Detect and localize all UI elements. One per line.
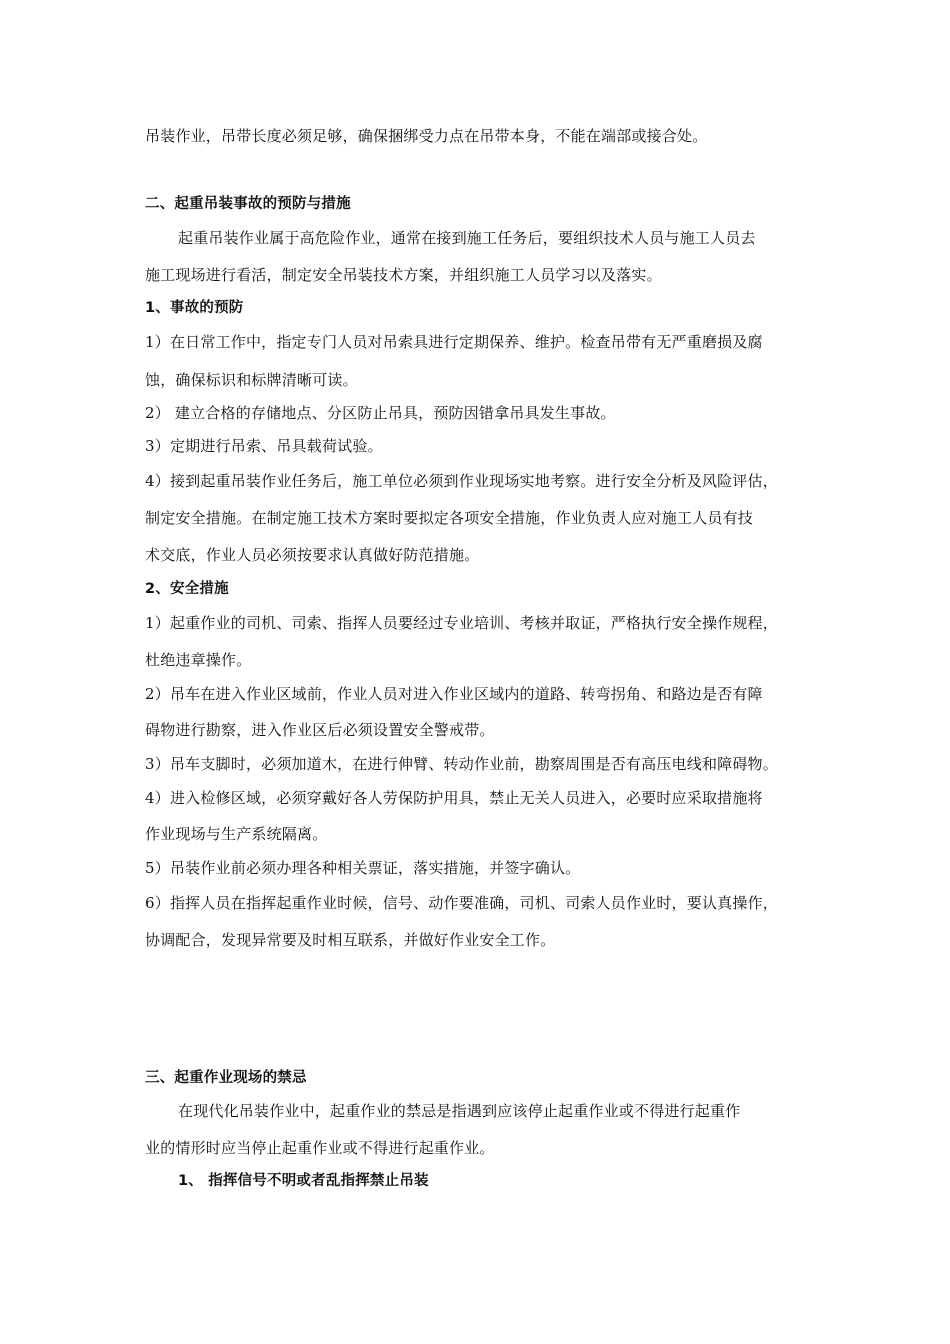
prevention-line: 2） 建立合格的存储地点、分区防止吊具，预防因错拿吊具发生事故。 — [145, 404, 616, 422]
safety-measures-line: 2）吊车在进入作业区域前，作业人员对进入作业区域内的道路、转弯拐角、和路边是否有障 — [145, 685, 763, 703]
safety-measures-line: 协调配合，发现异常要及时相互联系，并做好作业安全工作。 — [145, 931, 556, 949]
section3-sub1-heading: 1、 指挥信号不明或者乱指挥禁止吊装 — [178, 1173, 429, 1189]
safety-measures-line: 5）吊装作业前必须办理各种相关票证，落实措施，并签字确认。 — [145, 859, 581, 877]
prevention-line: 制定安全措施。在制定施工技术方案时要拟定各项安全措施，作业负责人应对施工人员有技 — [145, 509, 754, 527]
safety-measures-line: 4）进入检修区域，必须穿戴好各人劳保防护用具，禁止无关人员进入，必要时应采取措施将 — [145, 789, 763, 807]
section2-heading: 二、起重吊装事故的预防与措施 — [145, 196, 351, 212]
prevention-line: 术交底，作业人员必须按要求认真做好防范措施。 — [145, 546, 480, 564]
prevention-line: 1）在日常工作中，指定专门人员对吊索具进行定期保养、维护。检查吊带有无严重磨损及腐 — [145, 333, 763, 351]
section2-para-line: 起重吊装作业属于高危险作业，通常在接到施工任务后，要组织技术人员与施工人员去 — [178, 229, 756, 247]
prevention-heading: 1、事故的预防 — [145, 300, 244, 316]
section3-para-line: 在现代化吊装作业中，起重作业的禁忌是指遇到应该停止起重作业或不得进行起重作 — [178, 1102, 741, 1120]
section2-para-line: 施工现场进行看活，制定安全吊装技术方案，并组织施工人员学习以及落实。 — [145, 266, 662, 284]
prevention-line: 3）定期进行吊索、吊具载荷试验。 — [145, 437, 383, 455]
safety-measures-heading: 2、安全措施 — [145, 581, 229, 597]
safety-measures-line: 1）起重作业的司机、司索、指挥人员要经过专业培训、考核并取证，严格执行安全操作规程， — [145, 614, 778, 632]
prevention-line: 蚀，确保标识和标牌清晰可读。 — [145, 371, 358, 389]
safety-measures-line: 杜绝违章操作。 — [145, 651, 252, 669]
safety-measures-line: 6）指挥人员在指挥起重作业时候，信号、动作要准确，司机、司索人员作业时，要认真操作， — [145, 894, 778, 912]
safety-measures-line: 3）吊车支脚时，必须加道木，在进行伸臂、转动作业前，勘察周围是否有高压电线和障碍物。 — [145, 755, 778, 773]
safety-measures-line: 作业现场与生产系统隔离。 — [145, 825, 328, 843]
section3-heading: 三、起重作业现场的禁忌 — [145, 1070, 307, 1086]
safety-measures-line: 碍物进行勘察，进入作业区后必须设置安全警戒带。 — [145, 721, 495, 739]
section3-para-line: 业的情形时应当停止起重作业或不得进行起重作业。 — [145, 1139, 495, 1157]
prevention-line: 4）接到起重吊装作业任务后，施工单位必须到作业现场实地考察。进行安全分析及风险评估， — [145, 472, 778, 490]
intro-line: 吊装作业，吊带长度必须足够，确保捆绑受力点在吊带本身，不能在端部或接合处。 — [145, 127, 708, 145]
